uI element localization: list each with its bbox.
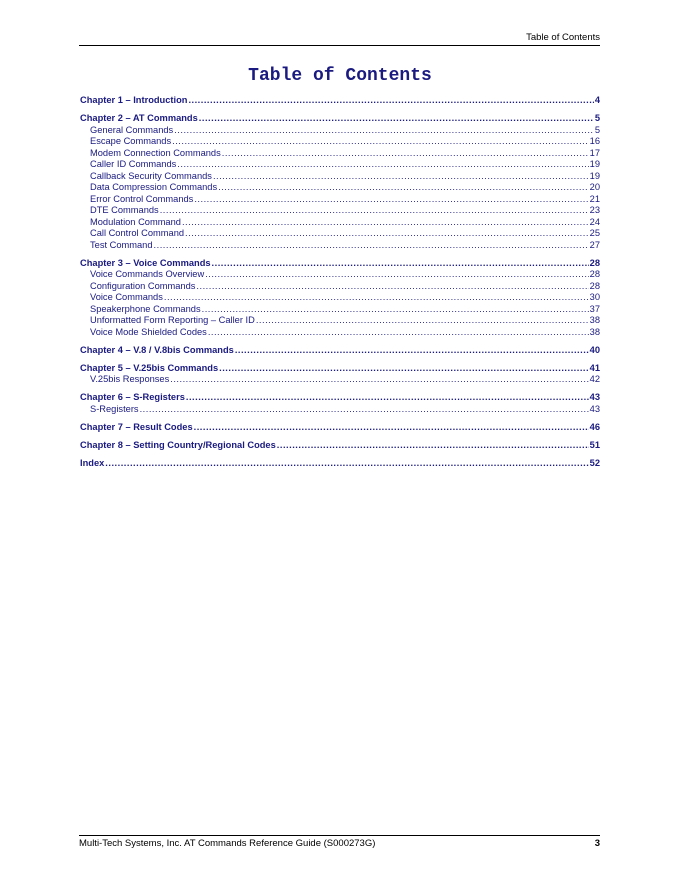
toc-entry-label: Chapter 1 – Introduction	[80, 95, 188, 105]
dot-leader	[235, 345, 589, 357]
toc-section-entry[interactable]	[80, 159, 600, 171]
toc-entry-page: 21	[589, 193, 600, 204]
dot-leader	[277, 440, 589, 452]
toc-entry-label: Index	[80, 457, 105, 468]
dot-leader	[219, 363, 589, 375]
dot-leader	[185, 228, 589, 240]
footer-page-number: 3	[594, 838, 600, 849]
page-header	[79, 31, 600, 46]
toc-entry-label: Data Compression Commands	[90, 182, 218, 192]
toc-entry-page: 43	[589, 403, 600, 414]
toc-entry-label: Modulation Command	[90, 216, 181, 227]
toc-entry-label: Voice Commands Overview	[90, 269, 205, 279]
toc-entry-page: 37	[589, 303, 600, 314]
dot-leader	[202, 304, 589, 316]
toc-entry-label: DTE Commands	[90, 205, 159, 215]
dot-leader	[186, 392, 589, 404]
toc-section-entry[interactable]	[80, 240, 600, 252]
table-of-contents	[80, 95, 600, 469]
toc-entry-page: 42	[589, 374, 600, 384]
toc-entry-label: Chapter 3 – Voice Commands	[80, 257, 211, 268]
toc-entry-page: 43	[589, 392, 600, 402]
toc-section-entry[interactable]	[80, 136, 600, 148]
toc-entry-label: Call Control Command	[90, 228, 185, 238]
toc-section-entry[interactable]	[80, 125, 600, 137]
dot-leader	[208, 327, 589, 339]
dot-leader	[196, 281, 588, 293]
toc-entry-page: 30	[589, 292, 600, 302]
toc-section-entry[interactable]	[80, 327, 600, 339]
toc-entry-label: Chapter 2 – AT Commands	[80, 113, 198, 123]
toc-entry-label: V.25bis Responses	[90, 374, 170, 384]
footer-document-title: Multi-Tech Systems, Inc. AT Commands Reference Guide (S000273G)	[79, 838, 376, 849]
toc-entry-label: S-Registers	[90, 403, 139, 414]
toc-entry-label: Chapter 5 – V.25bis Commands	[80, 362, 219, 373]
dot-leader	[222, 148, 589, 160]
dot-leader	[154, 240, 589, 252]
toc-entry-page: 51	[589, 439, 600, 450]
toc-chapter-entry[interactable]	[80, 258, 600, 270]
toc-entry-label: Chapter 4 – V.8 / V.8bis Commands	[80, 344, 234, 355]
toc-entry-label: Modem Connection Commands	[90, 147, 221, 158]
toc-entry-page: 28	[589, 269, 600, 279]
toc-entry-page: 5	[594, 124, 600, 135]
dot-leader	[199, 113, 594, 125]
toc-entry-label: Chapter 7 – Result Codes	[80, 421, 193, 432]
toc-section-entry[interactable]	[80, 269, 600, 281]
toc-section-entry[interactable]	[80, 217, 600, 229]
toc-entry-label: Speakerphone Commands	[90, 303, 201, 314]
dot-leader	[212, 258, 589, 270]
page-footer	[79, 835, 600, 849]
toc-section-entry[interactable]	[80, 228, 600, 240]
toc-section-entry[interactable]	[80, 171, 600, 183]
toc-entry-page: 38	[589, 315, 600, 325]
toc-entry-page: 4	[594, 95, 600, 105]
dot-leader	[218, 182, 589, 194]
toc-chapter-entry[interactable]	[80, 95, 600, 107]
toc-section-entry[interactable]	[80, 292, 600, 304]
toc-entry-label: Chapter 8 – Setting Country/Regional Codes	[80, 439, 276, 450]
toc-entry-page: 28	[589, 280, 600, 291]
toc-entry-label: Voice Commands	[90, 292, 163, 302]
toc-chapter-entry[interactable]	[80, 422, 600, 434]
dot-leader	[164, 292, 589, 304]
dot-leader	[160, 205, 589, 217]
toc-entry-page: 23	[589, 205, 600, 215]
toc-section-entry[interactable]	[80, 315, 600, 327]
toc-entry-page: 28	[589, 257, 600, 268]
toc-entry-label: Configuration Commands	[90, 280, 196, 291]
toc-section-entry[interactable]	[80, 194, 600, 206]
dot-leader	[205, 269, 588, 281]
toc-section-entry[interactable]	[80, 374, 600, 386]
toc-chapter-entry[interactable]	[80, 363, 600, 375]
toc-entry-page: 25	[589, 228, 600, 238]
toc-entry-label: Chapter 6 – S-Registers	[80, 392, 185, 402]
dot-leader	[188, 95, 593, 107]
toc-entry-page: 38	[589, 326, 600, 337]
toc-entry-page: 17	[589, 147, 600, 158]
toc-chapter-entry[interactable]	[80, 458, 600, 470]
toc-chapter-entry[interactable]	[80, 392, 600, 404]
toc-section-entry[interactable]	[80, 205, 600, 217]
dot-leader	[140, 404, 589, 416]
toc-entry-page: 24	[589, 216, 600, 227]
toc-entry-page: 41	[589, 362, 600, 373]
toc-entry-page: 5	[594, 113, 600, 123]
dot-leader	[172, 136, 589, 148]
page-title: Table of Contents	[248, 66, 432, 86]
toc-entry-page: 16	[589, 136, 600, 146]
toc-entry-page: 40	[589, 344, 600, 355]
toc-chapter-entry[interactable]	[80, 345, 600, 357]
toc-entry-label: Callback Security Commands	[90, 170, 212, 181]
toc-section-entry[interactable]	[80, 281, 600, 293]
dot-leader	[256, 315, 589, 327]
dot-leader	[174, 125, 594, 137]
dot-leader	[213, 171, 589, 183]
toc-entry-page: 52	[589, 457, 600, 468]
toc-entry-label: Voice Mode Shielded Codes	[90, 326, 207, 337]
toc-entry-label: Escape Commands	[90, 136, 172, 146]
toc-chapter-entry[interactable]	[80, 113, 600, 125]
toc-entry-label: Error Control Commands	[90, 193, 194, 204]
toc-entry-label: Unformatted Form Reporting – Caller ID	[90, 315, 255, 325]
dot-leader	[194, 194, 588, 206]
toc-entry-label: Caller ID Commands	[90, 159, 177, 169]
toc-entry-page: 20	[589, 182, 600, 192]
toc-entry-label: Test Command	[90, 239, 153, 250]
dot-leader	[170, 374, 588, 386]
header-title: Table of Contents	[526, 32, 600, 43]
toc-section-entry[interactable]	[80, 182, 600, 194]
toc-section-entry[interactable]	[80, 148, 600, 160]
toc-section-entry[interactable]	[80, 404, 600, 416]
dot-leader	[194, 422, 589, 434]
toc-entry-page: 19	[589, 170, 600, 181]
toc-chapter-entry[interactable]	[80, 440, 600, 452]
toc-entry-page: 27	[589, 239, 600, 250]
toc-entry-page: 19	[589, 159, 600, 169]
dot-leader	[182, 217, 589, 229]
toc-entry-page: 46	[589, 421, 600, 432]
dot-leader	[105, 458, 588, 470]
dot-leader	[177, 159, 588, 171]
toc-entry-label: General Commands	[90, 124, 174, 135]
toc-section-entry[interactable]	[80, 304, 600, 316]
